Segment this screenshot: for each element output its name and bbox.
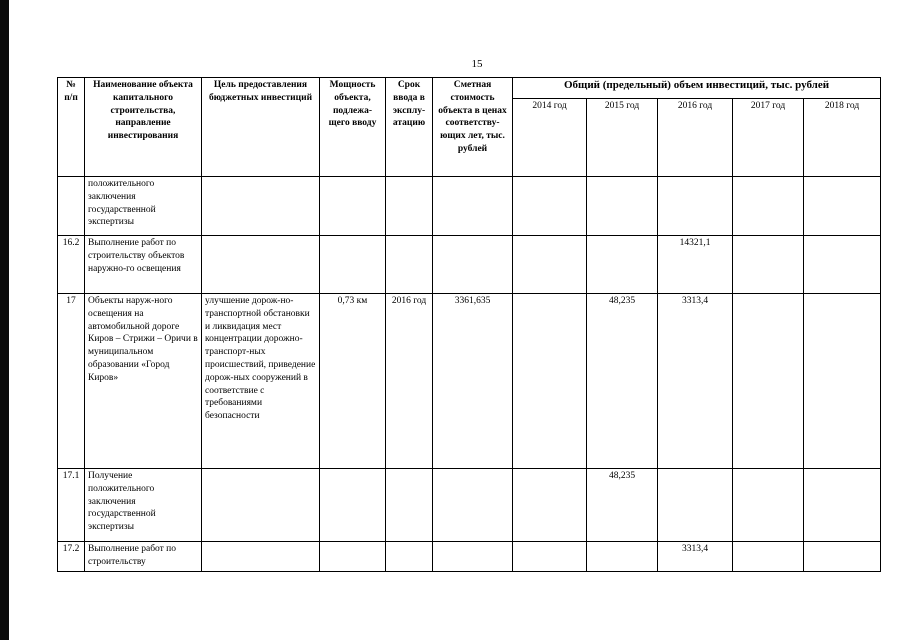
cell-2014 (513, 542, 587, 572)
cell-goal: улучшение дорож-но-транспортной обстановки и ликвидация мест концентрации дорожно-транспорт-ных происшествий, приведение дорож-ных сооружений в соответствие с требованиями безопасности (202, 294, 320, 469)
cell-capacity (320, 469, 386, 542)
cell-2016 (658, 469, 733, 542)
table-row (58, 542, 881, 572)
header-name: Наименование объекта капитального строительства, направление инвестирования (85, 78, 202, 177)
cell-2016 (658, 177, 733, 236)
cell-capacity (320, 542, 386, 572)
cell-2018 (804, 177, 881, 236)
cell-term (386, 236, 433, 294)
header-cost: Сметная стоимость объекта в ценах соответству-ющих лет, тыс. рублей (433, 78, 513, 177)
header-year-2018: 2018 год (804, 99, 881, 177)
cell-term: 2016 год (386, 294, 433, 469)
cell-2017 (733, 236, 804, 294)
cell-capacity (320, 177, 386, 236)
cell-2015: 48,235 (587, 294, 658, 469)
cell-cost (433, 236, 513, 294)
cell-2018 (804, 542, 881, 572)
cell-name: Выполнение работ по строительству (85, 542, 202, 572)
cell-cost (433, 177, 513, 236)
cell-name: Объекты наруж-ного освещения на автомобильной дороге Киров – Стрижи – Оричи в муниципальном образовании «Город Киров» (85, 294, 202, 469)
cell-goal (202, 542, 320, 572)
cell-num: 17.2 (58, 542, 85, 572)
header-investment-group: Общий (предельный) объем инвестиций, тыс. рублей (513, 78, 881, 99)
cell-capacity: 0,73 км (320, 294, 386, 469)
header-year-2015: 2015 год (587, 99, 658, 177)
cell-2016: 14321,1 (658, 236, 733, 294)
header-year-2017: 2017 год (733, 99, 804, 177)
cell-cost: 3361,635 (433, 294, 513, 469)
cell-num: 16.2 (58, 236, 85, 294)
cell-2015 (587, 236, 658, 294)
cell-capacity (320, 236, 386, 294)
cell-cost (433, 469, 513, 542)
table-body (58, 177, 881, 572)
cell-term (386, 177, 433, 236)
cell-name: положительного заключения государственной экспертизы (85, 177, 202, 236)
cell-cost (433, 542, 513, 572)
cell-2014 (513, 469, 587, 542)
table-row (58, 177, 881, 236)
cell-2017 (733, 542, 804, 572)
cell-2015 (587, 542, 658, 572)
header-year-2016: 2016 год (658, 99, 733, 177)
cell-2015: 48,235 (587, 469, 658, 542)
table-row (58, 469, 881, 542)
header-year-2014: 2014 год (513, 99, 587, 177)
cell-2018 (804, 294, 881, 469)
cell-term (386, 542, 433, 572)
cell-goal (202, 177, 320, 236)
cell-2017 (733, 294, 804, 469)
cell-2014 (513, 177, 587, 236)
cell-num (58, 177, 85, 236)
cell-num: 17 (58, 294, 85, 469)
cell-goal (202, 236, 320, 294)
cell-2017 (733, 177, 804, 236)
header-num: № п/п (58, 78, 85, 177)
investment-table (57, 77, 881, 572)
table-row (58, 294, 881, 469)
cell-2014 (513, 294, 587, 469)
page-number: 15 (471, 58, 483, 70)
cell-2017 (733, 469, 804, 542)
cell-name: Получение положительного заключения государственной экспертизы (85, 469, 202, 542)
cell-num: 17.1 (58, 469, 85, 542)
scan-edge-bar (0, 0, 9, 640)
cell-2016: 3313,4 (658, 542, 733, 572)
table-row (58, 236, 881, 294)
cell-2018 (804, 469, 881, 542)
cell-term (386, 469, 433, 542)
header-capacity: Мощность объекта, подлежа-щего вводу (320, 78, 386, 177)
cell-goal (202, 469, 320, 542)
cell-2015 (587, 177, 658, 236)
header-term: Срок ввода в эксплу-атацию (386, 78, 433, 177)
header-goal: Цель предоставления бюджетных инвестиций (202, 78, 320, 177)
cell-name: Выполнение работ по строительству объектов наружно-го освещения (85, 236, 202, 294)
cell-2018 (804, 236, 881, 294)
cell-2016: 3313,4 (658, 294, 733, 469)
cell-2014 (513, 236, 587, 294)
